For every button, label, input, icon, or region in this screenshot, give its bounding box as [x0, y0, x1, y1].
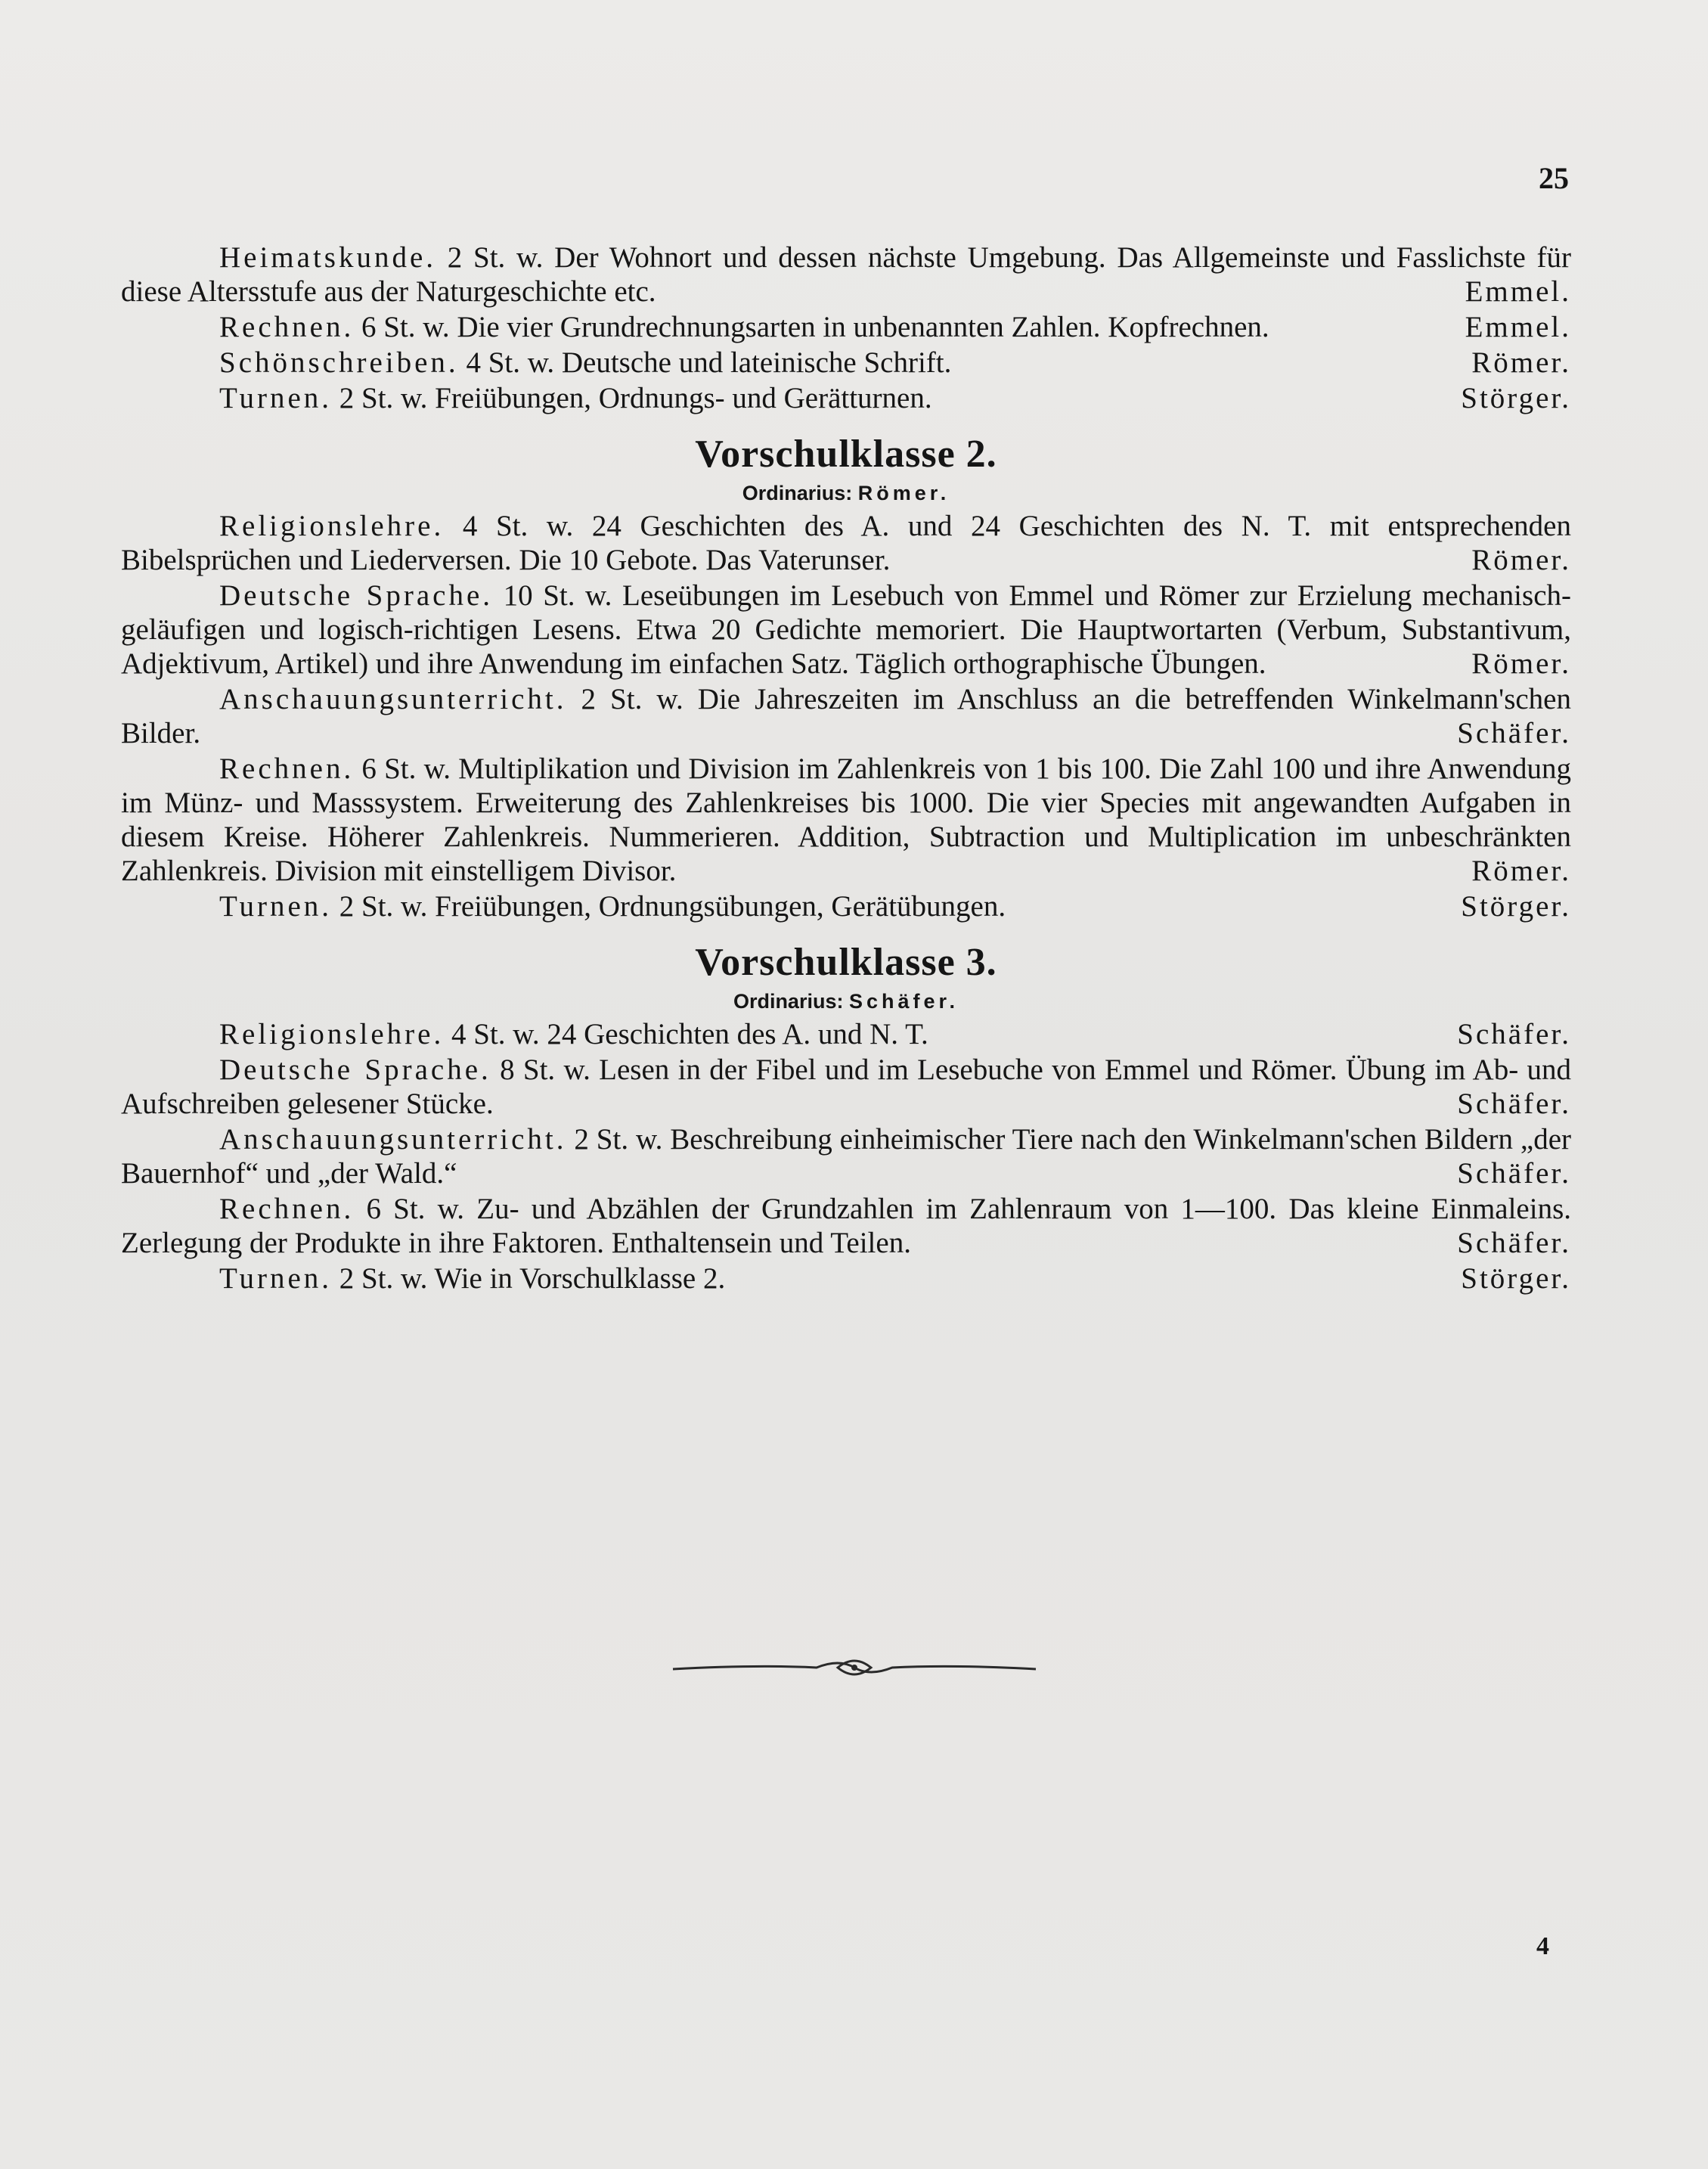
teacher-name: Schäfer.: [1457, 1088, 1571, 1120]
teacher-name: Störger.: [1461, 382, 1571, 414]
entry-text: 8 St. w. Lesen in der Fibel und im Lesebuche von Emmel und Römer. Übung im Ab- und Aufschreiben gelesener Stücke.: [121, 1053, 1572, 1120]
subject-label: Anschauungsunterricht.: [219, 1123, 567, 1156]
teacher-name: Römer.: [1471, 346, 1571, 379]
ordinarius-label: Ordinarius:: [742, 482, 853, 504]
section-heading-vorschulklasse-3: Vorschulklasse 3.: [695, 941, 997, 984]
subject-label: Religionslehre.: [219, 1018, 445, 1050]
subject-label: Rechnen.: [219, 311, 355, 343]
entry-text: 6 St. w. Die vier Grundrechnungsarten in unbenannten Zahlen. Kopfrechnen.: [361, 311, 1269, 343]
subject-label: Heimatskunde.: [219, 241, 437, 274]
teacher-name: Schäfer.: [1457, 1227, 1571, 1259]
signature-mark: 4: [1536, 1932, 1549, 1960]
entry-rechnen: [121, 1192, 1571, 1260]
teacher-name: Schäfer.: [1457, 717, 1571, 749]
entry-turnen: [121, 381, 1571, 415]
teacher-name: Schäfer.: [1457, 1157, 1571, 1190]
subject-label: Turnen.: [219, 890, 332, 923]
entry-heimatskunde: [121, 240, 1571, 309]
entry-text: 4 St. w. Deutsche und lateinische Schrift.: [466, 346, 952, 379]
teacher-name: Emmel.: [1465, 275, 1571, 308]
subject-label: Turnen.: [219, 382, 332, 414]
ordinarius-name: Römer.: [857, 482, 950, 504]
page-number: 25: [1539, 161, 1569, 195]
ordinarius-name: Schäfer.: [848, 990, 959, 1013]
entry-text: 6 St. w. Zu- und Abzählen der Grundzahlen im Zahlenraum von 1—100. Das kleine Einmaleins. Zerlegung der Produkte in ihre Faktoren. Enthaltensein und Teilen.: [121, 1193, 1572, 1259]
entry-text: 2 St. w. Wie in Vorschulklasse 2.: [339, 1262, 726, 1295]
subject-label: Deutsche Sprache.: [219, 1053, 491, 1086]
teacher-name: Störger.: [1461, 890, 1571, 923]
subject-label: Rechnen.: [219, 1193, 355, 1225]
section-heading-vorschulklasse-2: Vorschulklasse 2.: [695, 433, 997, 476]
ordinarius-line: [121, 480, 1571, 506]
subject-label: Religionslehre.: [219, 510, 445, 542]
entry-text: 4 St. w. 24 Geschichten des A. und N. T.: [451, 1018, 928, 1050]
entry-text: 2 St. w. Beschreibung einheimischer Tiere nach den Winkelmann'schen Bildern „der Bauernhof“ und „der Wald.“: [121, 1123, 1571, 1190]
entry-text: 2 St. w. Freiübungen, Ordnungsübungen, Gerätübungen.: [339, 890, 1006, 923]
entry-text: 2 St. w. Der Wohnort und dessen nächste Umgebung. Das Allgemeinste und Fasslichste für diese Altersstufe aus der Naturgeschichte etc.: [121, 241, 1572, 308]
teacher-name: Störger.: [1461, 1262, 1571, 1295]
entry-anschauungsunterricht: [121, 1122, 1571, 1190]
entry-turnen: [121, 1261, 1571, 1296]
entry-text: 10 St. w. Leseübungen im Lesebuch von Emmel und Römer zur Erzielung mechanisch-geläufigen und logisch-richtigen Lesens. Etwa 20 Gedichte memoriert. Die Hauptwortarten (Verbum, Substantivum, Adjektivum, Artikel) und ihre Anwendung im einfachen Satz. Täglich orthographische Übungen.: [121, 579, 1571, 680]
subject-label: Anschauungsunterricht.: [219, 683, 567, 715]
entry-deutsche-sprache: [121, 579, 1571, 681]
entry-turnen: [121, 889, 1571, 923]
entry-rechnen: [121, 752, 1571, 888]
entry-text: 6 St. w. Multiplikation und Division im Zahlenkreis von 1 bis 100. Die Zahl 100 und ihre Anwendung im Münz- und Masssystem. Erweiterung des Zahlenkreises bis 1000. Die vier Species mit angewandten Aufgaben in diesem Kreise. Höherer Zahlenkreis. Nummerieren. Addition, Subtraction und Multiplication im unbeschränkten Zahlenkreis. Division mit einstelligem Divisor.: [121, 752, 1572, 887]
teacher-name: Römer.: [1471, 544, 1571, 576]
entry-anschauungsunterricht: [121, 682, 1571, 750]
subject-label: Rechnen.: [219, 752, 355, 785]
teacher-name: Römer.: [1471, 855, 1571, 887]
entry-rechnen: [121, 310, 1571, 344]
ordinarius-line: [121, 988, 1571, 1014]
decorative-ornament: [665, 1652, 1043, 1683]
subject-label: Deutsche Sprache.: [219, 579, 494, 612]
entry-text: 2 St. w. Die Jahreszeiten im Anschluss an die betreffenden Winkelmann'schen Bilder.: [121, 683, 1571, 749]
entry-schoenschreiben: [121, 346, 1571, 380]
entry-religionslehre: [121, 1017, 1571, 1051]
teacher-name: Emmel.: [1465, 311, 1571, 343]
entry-deutsche-sprache: [121, 1053, 1571, 1121]
page-content: [121, 240, 1571, 1297]
entry-religionslehre: [121, 509, 1571, 577]
ordinarius-label: Ordinarius:: [733, 990, 844, 1013]
entry-text: 2 St. w. Freiübungen, Ordnungs- und Gerätturnen.: [339, 382, 932, 414]
subject-label: Turnen.: [219, 1262, 332, 1295]
entry-text: 4 St. w. 24 Geschichten des A. und 24 Geschichten des N. T. mit entsprechenden Bibelsprüchen und Liederversen. Die 10 Gebote. Das Vaterunser.: [121, 510, 1571, 576]
teacher-name: Schäfer.: [1457, 1018, 1571, 1050]
teacher-name: Römer.: [1471, 647, 1571, 680]
subject-label: Schönschreiben.: [219, 346, 459, 379]
